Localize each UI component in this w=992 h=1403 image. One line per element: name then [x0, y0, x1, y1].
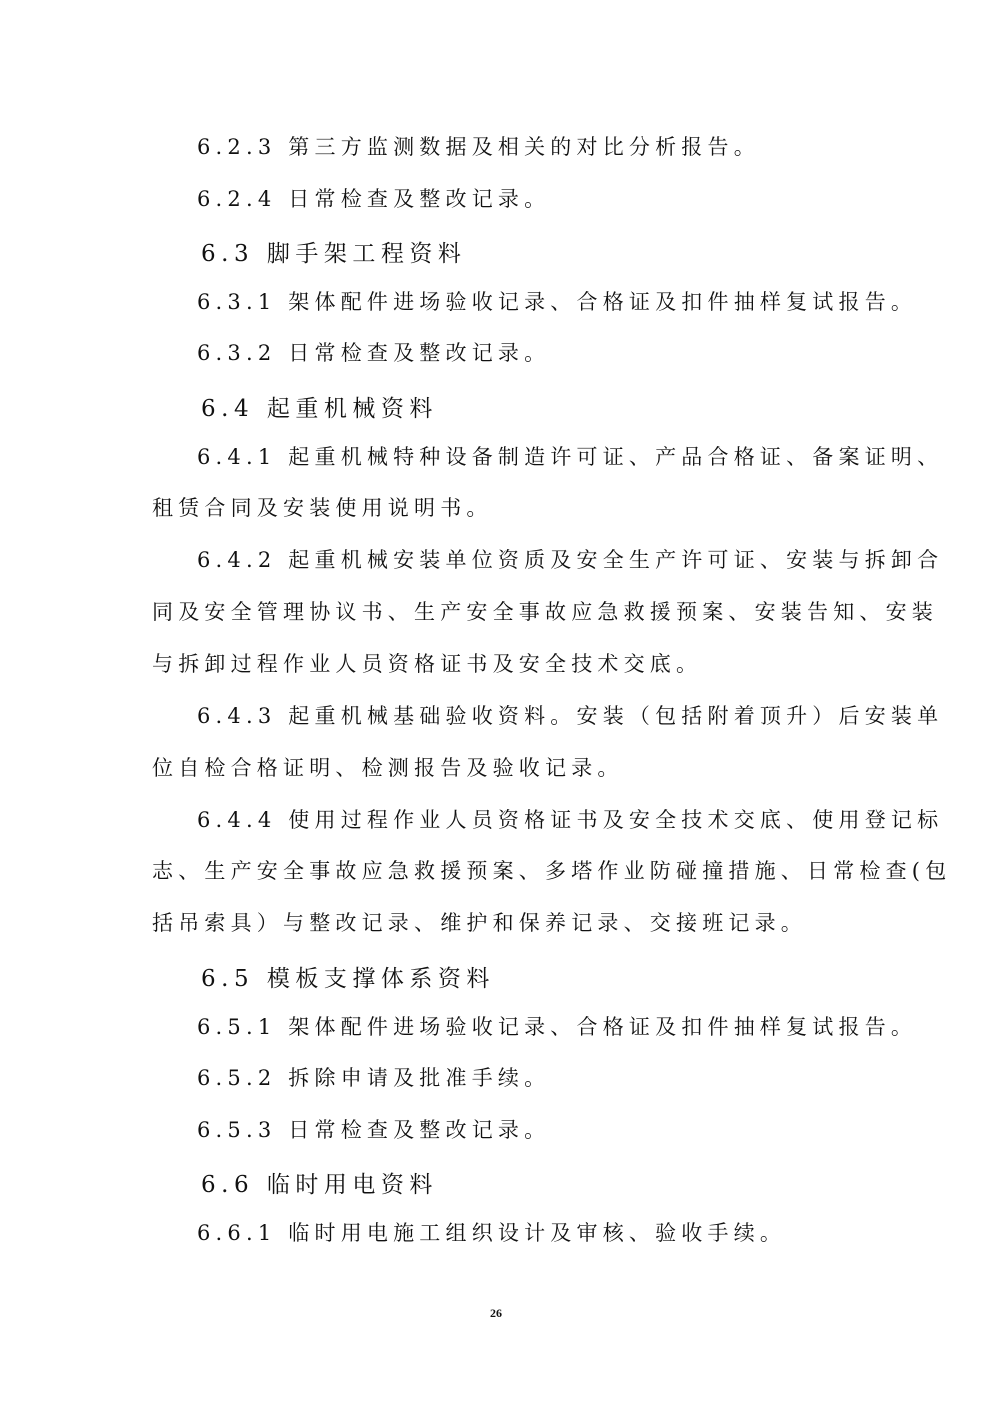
- page-number: 26: [490, 1306, 502, 1320]
- section-heading-6-4: 6.4 起重机械资料: [201, 396, 438, 422]
- clause-6-6-1: 6.6.1 临时用电施工组织设计及审核、验收手续。: [197, 1221, 787, 1245]
- clause-6-2-4: 6.2.4 日常检查及整改记录。: [197, 187, 551, 211]
- clause-6-4-2: 6.4.2 起重机械安装单位资质及安全生产许可证、安装与拆卸合: [197, 548, 944, 572]
- clause-6-2-3: 6.2.3 第三方监测数据及相关的对比分析报告。: [197, 135, 760, 159]
- clause-6-4-1-cont: 租赁合同及安装使用说明书。: [152, 496, 493, 520]
- clause-6-5-2: 6.5.2 拆除申请及批准手续。: [197, 1066, 551, 1090]
- clause-6-4-4: 6.4.4 使用过程作业人员资格证书及安全技术交底、使用登记标: [197, 808, 944, 832]
- section-heading-6-5: 6.5 模板支撑体系资料: [201, 966, 495, 992]
- clause-6-4-1: 6.4.1 起重机械特种设备制造许可证、产品合格证、备案证明、: [197, 445, 944, 469]
- clause-6-5-1: 6.5.1 架体配件进场验收记录、合格证及扣件抽样复试报告。: [197, 1015, 918, 1039]
- section-heading-6-3: 6.3 脚手架工程资料: [201, 241, 467, 267]
- clause-6-4-4-cont-1: 志、生产安全事故应急救援预案、多塔作业防碰撞措施、日常检查(包: [152, 859, 952, 883]
- clause-6-4-3-cont: 位自检合格证明、检测报告及验收记录。: [152, 756, 624, 780]
- clause-6-3-2: 6.3.2 日常检查及整改记录。: [197, 341, 551, 365]
- clause-6-4-3: 6.4.3 起重机械基础验收资料。安装（包括附着顶升）后安装单: [197, 704, 944, 728]
- section-heading-6-6: 6.6 临时用电资料: [201, 1172, 438, 1198]
- clause-6-3-1: 6.3.1 架体配件进场验收记录、合格证及扣件抽样复试报告。: [197, 290, 918, 314]
- clause-6-4-2-cont-1: 同及安全管理协议书、生产安全事故应急救援预案、安装告知、安装: [152, 600, 938, 624]
- clause-6-4-4-cont-2: 括吊索具）与整改记录、维护和保养记录、交接班记录。: [152, 911, 807, 935]
- clause-6-4-2-cont-2: 与拆卸过程作业人员资格证书及安全技术交底。: [152, 652, 703, 676]
- clause-6-5-3: 6.5.3 日常检查及整改记录。: [197, 1118, 551, 1142]
